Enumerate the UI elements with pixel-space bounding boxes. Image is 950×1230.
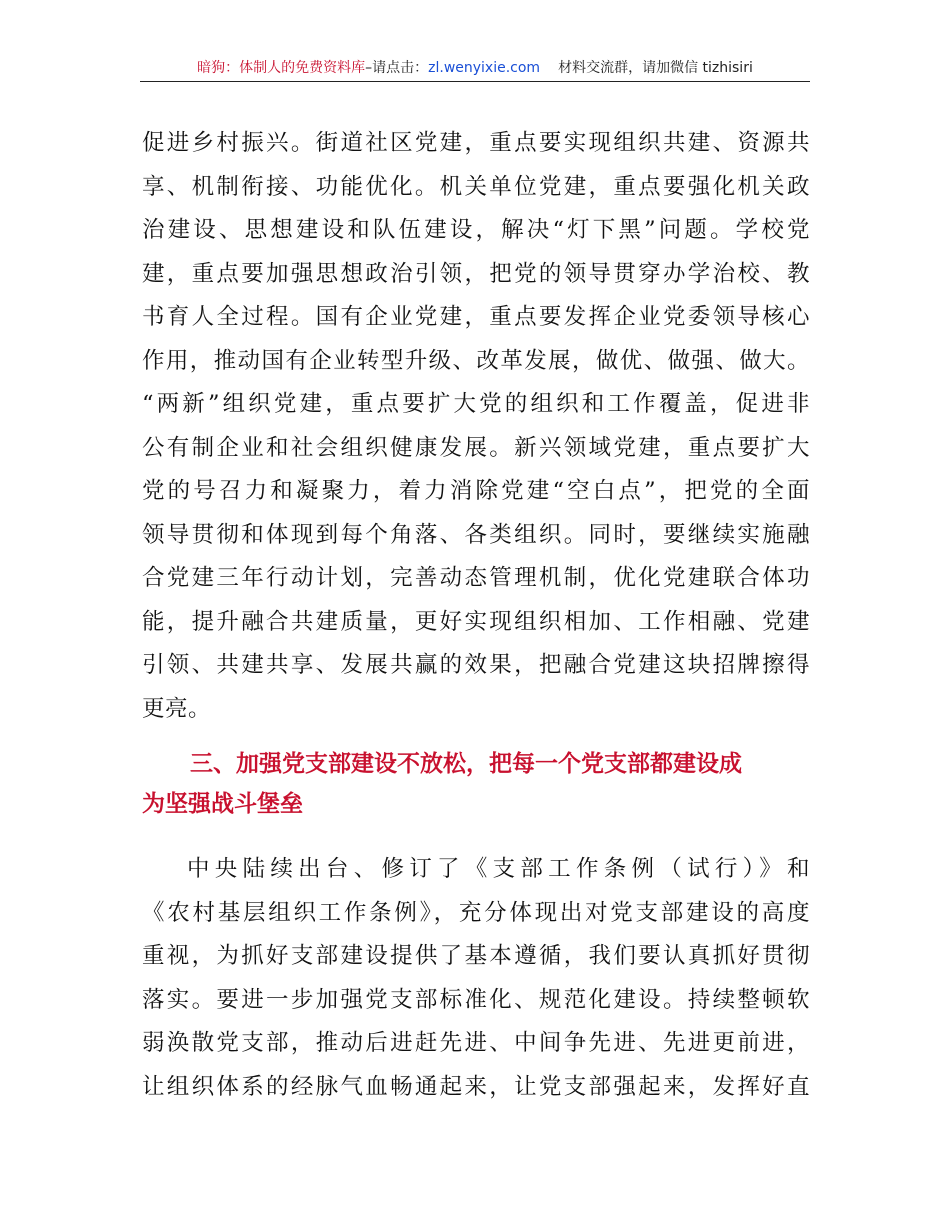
body-paragraph-2 <box>142 848 810 1109</box>
paragraph-line: 建，重点要加强思想政治引领，把党的领导贯穿办学治校、教 <box>142 260 810 287</box>
paragraph-line: 促进乡村振兴。街道社区党建，重点要实现组织共建、资源共 <box>142 130 810 156</box>
paragraph-line: 中央陆续出台、修订了《支部工作条例（试行）》和 <box>187 856 810 882</box>
paragraph-line: 作用，推动国有企业转型升级、改革发展，做优、做强、做大。 <box>142 347 810 374</box>
paragraph-line: 落实。要进一步加强党支部标准化、规范化建设。持续整顿软 <box>142 986 810 1013</box>
paragraph-line: 《农村基层组织工作条例》，充分体现出对党支部建设的高度 <box>142 899 810 926</box>
section-heading <box>142 744 810 824</box>
paragraph-line: 治建设、思想建设和队伍建设，解决“灯下黑”问题。学校党 <box>142 217 810 243</box>
paragraph-line: 享、机制衔接、功能优化。机关单位党建，重点要强化机关政 <box>142 173 810 200</box>
paragraph-line: 公有制企业和社会组织健康发展。新兴领域党建，重点要扩大 <box>142 434 810 461</box>
page-header <box>140 57 810 82</box>
heading-line: 为坚强战斗堡垒 <box>142 791 303 817</box>
paragraph-line: 更亮。 <box>142 695 212 722</box>
header-link[interactable]: zl.wenyixie.com <box>428 60 541 76</box>
paragraph-line: 让组织体系的经脉气血畅通起来，让党支部强起来，发挥好直 <box>142 1073 810 1100</box>
header-contact: 材料交流群，请加微信 tizhisiri <box>558 60 753 76</box>
paragraph-line: 重视，为抓好支部建设提供了基本遵循，我们要认真抓好贯彻 <box>142 943 810 969</box>
paragraph-line: 合党建三年行动计划，完善动态管理机制，优化党建联合体功 <box>142 565 810 591</box>
heading-line: 三、加强党支部建设不放松，把每一个党支部都建设成 <box>190 751 742 777</box>
paragraph-line: 能，提升融合共建质量，更好实现组织相加、工作相融、党建 <box>142 608 810 635</box>
paragraph-line: 书育人全过程。国有企业党建，重点要发挥企业党委领导核心 <box>142 304 810 330</box>
header-brand: 暗狗：体制人的免费资料库 <box>197 60 366 76</box>
paragraph-line: “两新”组织党建，重点要扩大党的组织和工作覆盖，促进非 <box>142 391 810 417</box>
body-paragraph-1 <box>142 122 810 731</box>
header-prompt: –请点击： <box>365 60 429 76</box>
paragraph-line: 引领、共建共享、发展共赢的效果，把融合党建这块招牌擦得 <box>142 652 810 678</box>
paragraph-line: 弱涣散党支部，推动后进赶先进、中间争先进、先进更前进， <box>142 1030 810 1056</box>
paragraph-line: 党的号召力和凝聚力，着力消除党建“空白点”，把党的全面 <box>142 478 810 504</box>
paragraph-line: 领导贯彻和体现到每个角落、各类组织。同时，要继续实施融 <box>142 521 810 548</box>
